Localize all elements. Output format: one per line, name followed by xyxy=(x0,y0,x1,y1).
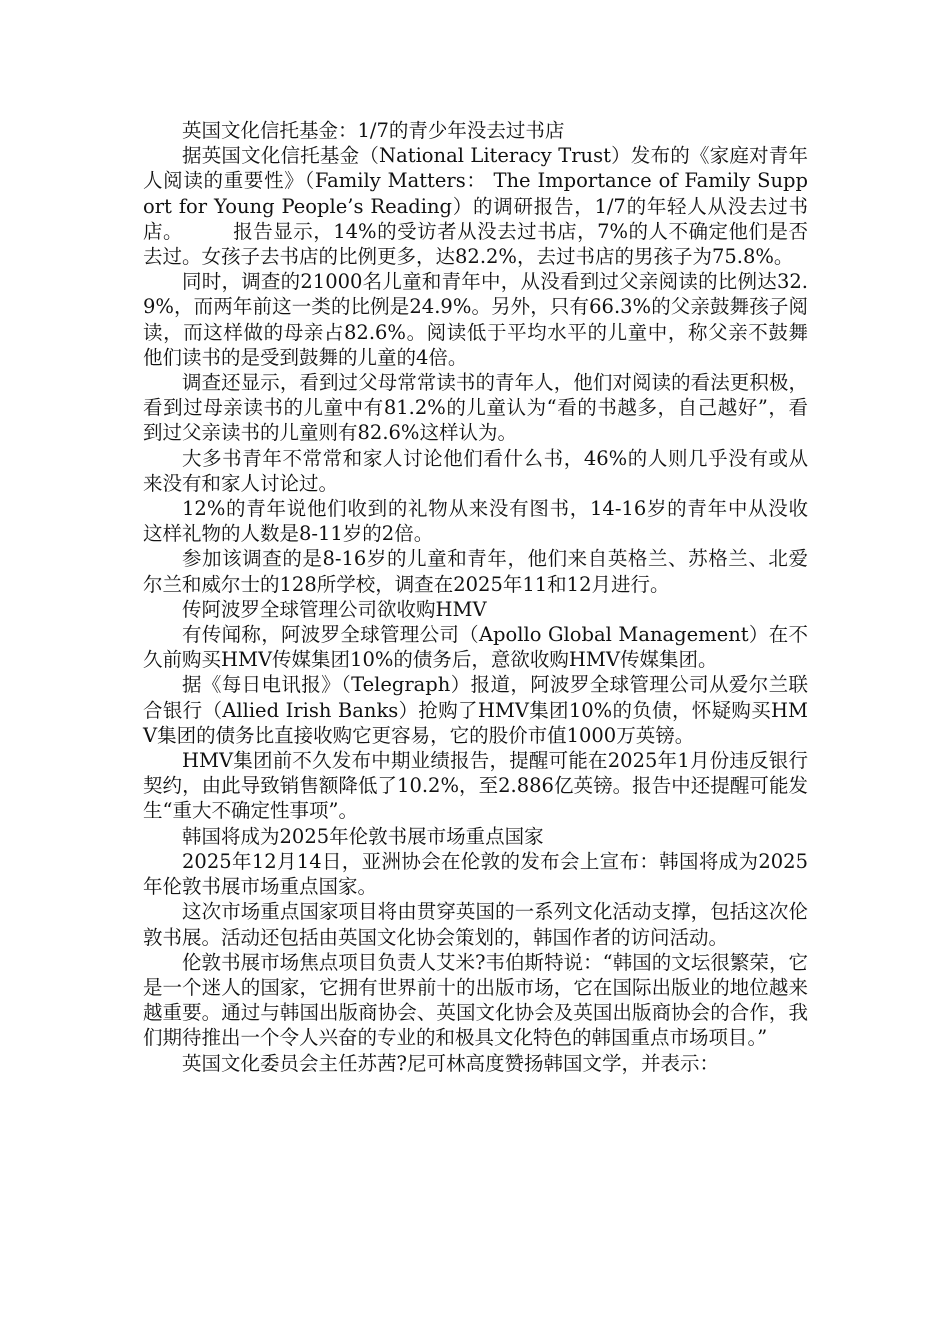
paragraph-apollo-rumor: 有传闻称，阿波罗全球管理公司（Apollo Global Management）在不久前购买HMV传媒集团10%的债务后，意欲收购HMV传媒集团。 xyxy=(143,623,808,672)
paragraph-cultural-events: 这次市场重点国家项目将由贯穿英国的一系列文化活动支撑，包括这次伦敦书展。活动还包括由英国文化协会策划的，韩国作者的访问活动。 xyxy=(143,900,808,949)
paragraph-father-reading: 同时，调查的21000名儿童和青年中，从没看到过父亲阅读的比例达32.9%，而两年前这一类的比例是24.9%。另外，只有66.3%的父亲鼓舞孩子阅读，而这样做的母亲占82.6%。阅读低于平均水平的儿童中，称父亲不鼓舞他们读书的是受到鼓舞的儿童的4倍。 xyxy=(143,270,808,369)
paragraph-hmv-results: HMV集团前不久发布中期业绩报告，提醒可能在2025年1月份违反银行契约，由此导致销售额降低了10.2%，至2.886亿英镑。报告中还提醒可能发生“重大不确定性事项”。 xyxy=(143,749,808,823)
heading-korea-book-fair: 韩国将成为2025年伦敦书展市场重点国家 xyxy=(182,824,544,848)
paragraph-parents-attitude: 调查还显示，看到过父母常常读书的青年人，他们对阅读的看法更积极，看到过母亲读书的儿童中有81.2%的儿童认为“看的书越多，自己越好”，看到过父亲读书的儿童则有82.6%这样认为。 xyxy=(143,371,808,445)
paragraph-book-gifts: 12%的青年说他们收到的礼物从来没有图书，14-16岁的青年中从没收这样礼物的人数是8-11岁的2倍。 xyxy=(143,497,808,546)
paragraph-webster-quote: 伦敦书展市场焦点项目负责人艾米?韦伯斯特说：“韩国的文坛很繁荣，它是一个迷人的国家，它拥有世界前十的出版市场，它在国际出版业的地位越来越重要。通过与韩国出版商协会、英国文化协会及英国出版商协会的合作，我们期待推出一个令人兴奋的专业的和极具文化特色的韩国重点市场项目。” xyxy=(143,950,808,1050)
paragraph-telegraph-report: 据《每日电讯报》（Telegraph）报道，阿波罗全球管理公司从爱尔兰联合银行（Allied Irish Banks）抢购了HMV集团10%的负债，怀疑购买HMV集团的债务比直接收购它更容易，它的股价市值1000万英镑。 xyxy=(143,673,808,747)
document-body xyxy=(143,118,808,1076)
heading-apollo-hmv: 传阿波罗全球管理公司欲收购HMV xyxy=(182,597,487,621)
paragraph-council-director: 英国文化委员会主任苏茜?尼可林高度赞扬韩国文学，并表示： xyxy=(182,1051,719,1075)
paragraph-survey-scope: 参加该调查的是8-16岁的儿童和青年，他们来自英格兰、苏格兰、北爱尔兰和威尔士的128所学校，调查在2025年11和12月进行。 xyxy=(143,547,808,596)
paragraph-korea-announcement: 2025年12月14日，亚洲协会在伦敦的发布会上宣布：韩国将成为2025年伦敦书展市场重点国家。 xyxy=(143,849,808,899)
heading-literacy-trust: 英国文化信托基金：1/7的青少年没去过书店 xyxy=(182,119,565,142)
paragraph-report-intro: 据英国文化信托基金（National Literacy Trust）发布的《家庭对青年人阅读的重要性》（Family Matters： The Importance of Family Support for Young People’s Reading）的调研报告，1/7的年轻人从没去过书店。 报告显示，14%的受访者从没去过书店，7%的人不确定他们是否去过。女孩子去书店的比例更多，达82.2%，去过书店的男孩子为75.8%。 xyxy=(143,144,808,269)
paragraph-family-discussion: 大多书青年不常常和家人讨论他们看什么书，46%的人则几乎没有或从来没有和家人讨论过。 xyxy=(143,446,808,495)
